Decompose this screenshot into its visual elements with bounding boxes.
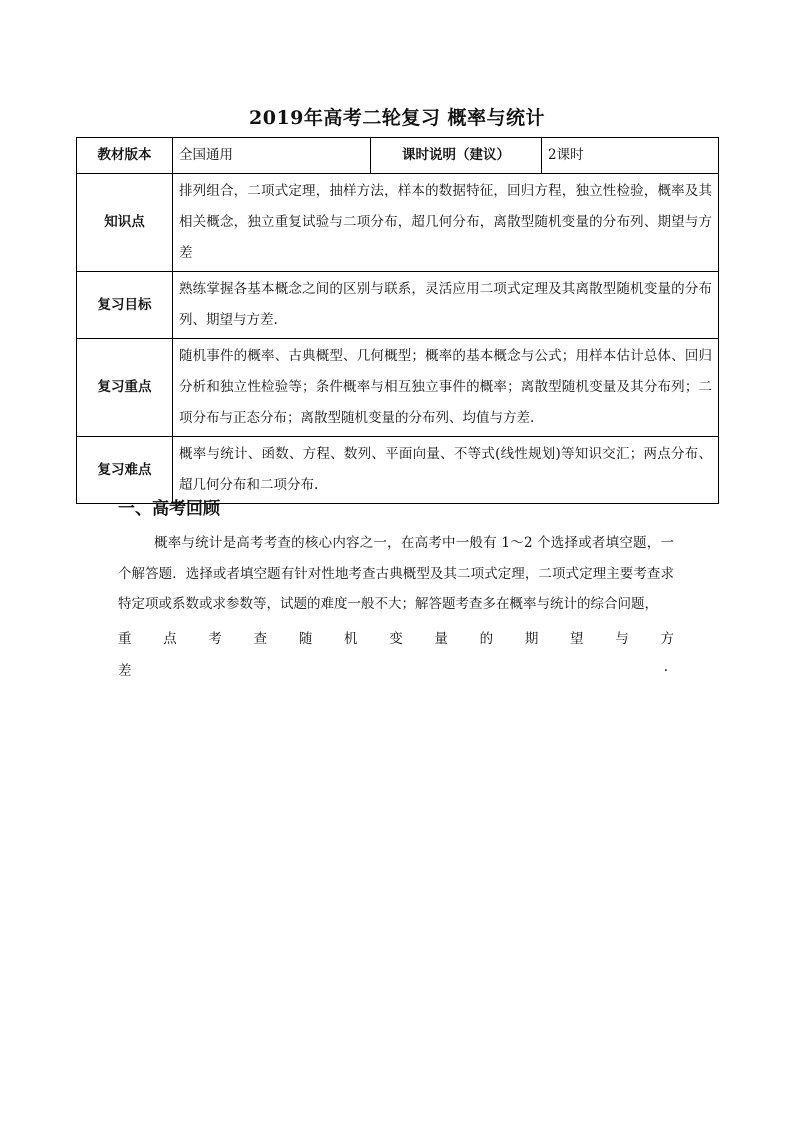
knowledge-text: 排列组合，二项式定理，抽样方法，样本的数据特征，回归方程，独立性检验，概率及其相关概念，独立重复试验与二项分布，超几何分布，离散型随机变量的分布列、期望与方差 (173, 174, 719, 272)
spread-char: 变 (389, 631, 403, 647)
knowledge-label: 知识点 (77, 174, 173, 272)
spread-char: 与 (615, 631, 629, 647)
spread-char: 期 (524, 631, 539, 647)
spread-char: 方 (660, 631, 674, 647)
section-heading: 一、高考回顾 (118, 499, 220, 519)
hours-value: 2课时 (542, 138, 719, 174)
spread-char: 的 (479, 631, 494, 647)
document-title: 2019年高考二轮复习 概率与统计 (249, 107, 545, 129)
goal-label: 复习目标 (77, 272, 173, 339)
spread-char: 查 (253, 631, 268, 647)
course-info-table (76, 137, 719, 504)
review-paragraph: 概率与统计是高考考查的核心内容之一，在高考中一般有 1～2 个选择或者填空题，一个解答题．选择或者填空题有针对性地考查古典概型及其二项式定理，二项式定理主要考查求特定项或系数或求参数等，试题的难度一般不大；解答题考查多在概率与统计的综合问题， (118, 535, 674, 612)
difficulty-text: 概率与统计、函数、方程、数列、平面向量、不等式(线性规划)等知识交汇；两点分布、超几何分布和二项分布. (173, 437, 719, 504)
table-row (77, 272, 719, 339)
focus-label: 复习重点 (77, 339, 173, 437)
focus-text: 随机事件的概率、古典概型、几何概型；概率的基本概念与公式；用样本估计总体、回归分析和独立性检验等；条件概率与相互独立事件的概率；离散型随机变量及其分布列；二项分布与正态分布；离散型随机变量的分布列、均值与方差. (173, 339, 719, 437)
edition-value: 全国通用 (173, 138, 371, 174)
spread-char: 考 (208, 631, 222, 647)
spread-char: 点 (163, 631, 177, 647)
spread-char: 量 (434, 631, 448, 647)
edition-label: 教材版本 (77, 138, 173, 174)
table-row (77, 174, 719, 272)
difficulty-label: 复习难点 (77, 437, 173, 504)
goal-text: 熟练掌握各基本概念之间的区别与联系，灵活应用二项式定理及其离散型随机变量的分布列、期望与方差. (173, 272, 719, 339)
spread-char: 重 (118, 631, 132, 647)
spread-char: . (663, 659, 668, 675)
spread-char: 望 (570, 631, 584, 647)
spread-char: 差 (118, 663, 132, 679)
justified-line-2 (118, 659, 668, 679)
spread-char: 随 (298, 631, 313, 647)
table-row (77, 339, 719, 437)
justified-line-1 (118, 627, 674, 647)
spread-char: 机 (344, 631, 358, 647)
hours-label: 课时说明（建议） (371, 138, 542, 174)
table-row (77, 138, 719, 174)
